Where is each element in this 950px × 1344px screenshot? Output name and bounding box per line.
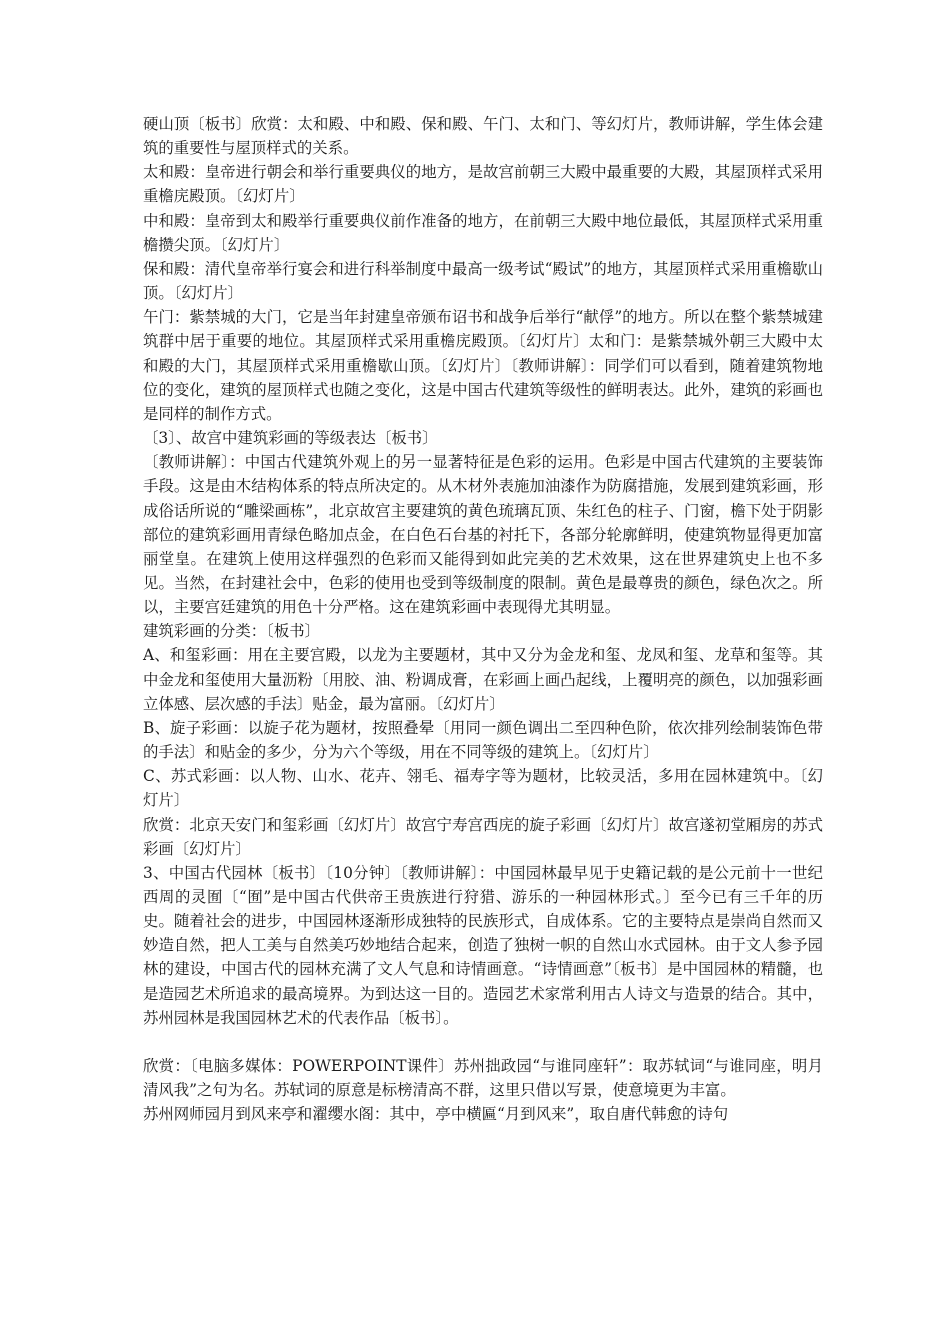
heading-painting-classification: 建筑彩画的分类：〔板书〕: [143, 622, 320, 641]
paragraph-humble-admin-garden: 欣赏：〔电脑多媒体：POWERPOINT课件〕苏州拙政园“与谁同座轩”：取苏轼词“与谁同座，明月清风我”之句为名。苏轼词的原意是标榜清高不群，这里只借以写景，使意境更为丰富。: [143, 1056, 823, 1100]
paragraph-hard-gable-appreciation: 硬山顶〔板书〕欣赏：太和殿、中和殿、保和殿、午门、太和门、等幻灯片，教师讲解，学生体会建筑的重要性与屋顶样式的关系。: [143, 115, 823, 158]
paragraph-xuanzi-painting: B、旋子彩画：以旋子花为题材，按照叠晕〔用同一颜色调出二至四种色阶，依次排列绘制装饰色带的手法〕和贴金的多少，分为六个等级，用在不同等级的建筑上。〔幻灯片〕: [143, 718, 823, 762]
document-body: [143, 112, 823, 1126]
paragraph-zhonghe-hall: 中和殿：皇帝到太和殿举行重要典仪前作准备的地方，在前朝三大殿中地位最低，其屋顶样式采用重檐攒尖顶。〔幻灯片〕: [143, 211, 823, 254]
paragraph-color-usage: 〔教师讲解〕：中国古代建筑外观上的另一显著特征是色彩的运用。色彩是中国古代建筑的主要装饰手段。这是由木结构体系的特点所决定的。从木材外表施加油漆作为防腐措施，发展到建筑彩画，形成俗话所说的“雕梁画栋”，北京故宫主要建筑的黄色琉璃瓦顶、朱红色的柱子、门窗，檐下处于阴影部位的建筑彩画用青绿色略加点金，在白色石台基的衬托下，各部分轮廓鲜明，使建筑物显得更加富丽堂皇。在建筑上使用这样强烈的色彩而又能得到如此完美的艺术效果，这在世界建筑史上也不多见。当然，在封建社会中，色彩的使用也受到等级制度的限制。黄色是最尊贵的颜色，绿色次之。所以，主要宫廷建筑的用色十分严格。这在建筑彩画中表现得尤其明显。: [143, 453, 823, 617]
paragraph-baohe-hall: 保和殿：清代皇帝举行宴会和进行科举制度中最高一级考试“殿试”的地方，其屋顶样式采用重檐歇山顶。〔幻灯片〕: [143, 259, 823, 303]
paragraph-suzhou-painting: C、苏式彩画：以人物、山水、花卉、翎毛、福寿字等为题材，比较灵活，多用在园林建筑中。〔幻灯片〕: [143, 767, 823, 810]
paragraph-hexi-painting: A、和玺彩画：用在主要宫殿，以龙为主要题材，其中又分为金龙和玺、龙凤和玺、龙草和玺等。其中金龙和玺使用大量沥粉〔用胶、油、粉调成膏，在彩画上画凸起线，上覆明亮的颜色，以加强彩画立体感、层次感的手法〕贴金，最为富丽。〔幻灯片〕: [143, 646, 823, 713]
paragraph-ancient-gardens: 3、中国古代园林〔板书〕〔10分钟〕〔教师讲解〕：中国园林最早见于史籍记载的是公元前十一世纪西周的灵囿〔“囿”是中国古代供帝王贵族进行狩猎、游乐的一种园林形式。〕至今已有三千年的历史。随着社会的进步，中国园林逐渐形成独特的民族形式，自成体系。它的主要特点是崇尚自然而又妙造自然，把人工美与自然美巧妙地结合起来，创造了独树一帜的自然山水式园林。由于文人参予园林的建设，中国古代的园林充满了文人气息和诗情画意。“诗情画意”〔板书〕是中国园林的精髓，也是造园艺术所追求的最高境界。为到达这一目的。造园艺术家常利用古人诗文与造景的结合。其中，苏州园林是我国园林艺术的代表作品〔板书〕。: [143, 863, 823, 1027]
paragraph-taihe-hall: 太和殿：皇帝进行朝会和举行重要典仪的地方，是故宫前朝三大殿中最重要的大殿，其屋顶样式采用重檐庑殿顶。〔幻灯片〕: [143, 163, 823, 206]
paragraph-master-nets-garden: 苏州网师园月到风来亭和濯缨水阁：其中，亭中横匾“月到风来”，取自唐代韩愈的诗句: [143, 1105, 729, 1124]
section-heading-painting-hierarchy: 〔3〕、故宫中建筑彩画的等级表达〔板书〕: [143, 429, 438, 448]
paragraph-painting-appreciation: 欣赏：北京天安门和玺彩画〔幻灯片〕故宫宁寿宫西庑的旋子彩画〔幻灯片〕故宫遂初堂厢房的苏式彩画〔幻灯片〕: [143, 815, 823, 858]
paragraph-meridian-gate: 午门：紫禁城的大门，它是当年封建皇帝颁布诏书和战争后举行“献俘”的地方。所以在整个紫禁城建筑群中居于重要的地位。其屋顶样式采用重檐庑殿顶。〔幻灯片〕太和门：是紫禁城外朝三大殿中太和殿的大门，其屋顶样式采用重檐歇山顶。〔幻灯片〕〔教师讲解〕：同学们可以看到，随着建筑物地位的变化，建筑的屋顶样式也随之变化，这是中国古代建筑等级性的鲜明表达。此外，建筑的彩画也是同样的制作方式。: [143, 308, 823, 423]
